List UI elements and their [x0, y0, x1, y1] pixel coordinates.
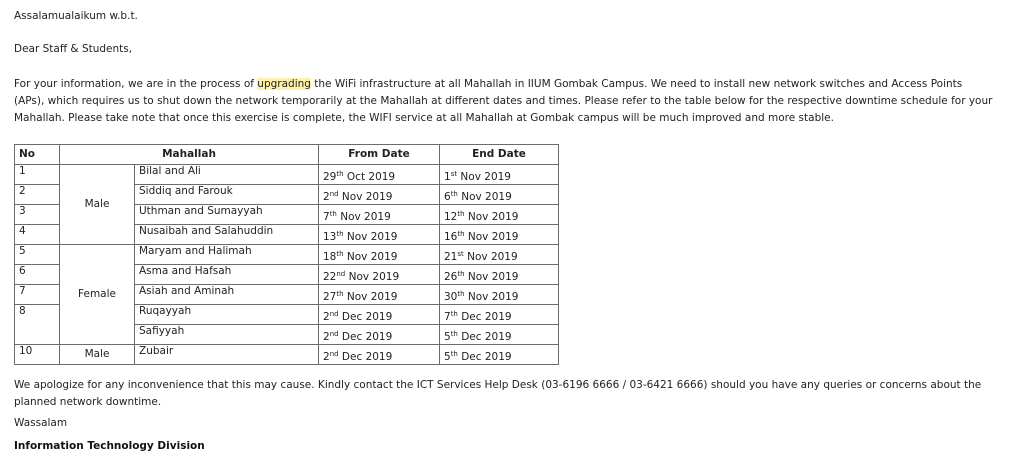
row-no: 8 — [15, 305, 60, 345]
group-male-2: Male — [60, 345, 135, 365]
row-no: 10 — [15, 345, 60, 365]
end-date: 12th Nov 2019 — [440, 205, 559, 225]
mahallah-name: Bilal and Ali — [135, 165, 319, 185]
row-no: 6 — [15, 265, 60, 285]
end-date: 5th Dec 2019 — [440, 345, 559, 365]
table-row — [15, 165, 559, 185]
row-no: 4 — [15, 225, 60, 245]
end-date: 26th Nov 2019 — [440, 265, 559, 285]
end-date: 6th Nov 2019 — [440, 185, 559, 205]
header-mahallah: Mahallah — [60, 145, 319, 165]
mahallah-name: Siddiq and Farouk — [135, 185, 319, 205]
intro-paragraph — [14, 76, 994, 127]
row-no: 7 — [15, 285, 60, 305]
end-date: 1st Nov 2019 — [440, 165, 559, 185]
intro-text-after: the WiFi infrastructure at all Mahallah in IIUM Gombak Campus. We need to install new network switches and Access Points (APs), which requires us to shut down the network temporarily at the Mahallah at different dates and times. Please refer to the table below for the respective downtime schedule for your Mahallah. Please take note that once this exercise is complete, the WIFI service at all Mahallah at Gombak campus will be much improved and more stable. — [14, 78, 993, 124]
from-date: 2nd Nov 2019 — [319, 185, 440, 205]
mahallah-name: Asiah and Aminah — [135, 285, 319, 305]
end-date: 30th Nov 2019 — [440, 285, 559, 305]
from-date: 13th Nov 2019 — [319, 225, 440, 245]
intro-text-before: For your information, we are in the process of — [14, 78, 258, 90]
signature-line: Information Technology Division — [14, 440, 205, 452]
mahallah-name: Ruqayyah — [135, 305, 319, 325]
end-date: 7th Dec 2019 — [440, 305, 559, 325]
table-header-row — [15, 145, 559, 165]
from-date: 2nd Dec 2019 — [319, 345, 440, 365]
header-from-date: From Date — [319, 145, 440, 165]
from-date: 2nd Dec 2019 — [319, 325, 440, 345]
header-no: No — [15, 145, 60, 165]
mahallah-name: Asma and Hafsah — [135, 265, 319, 285]
salutation-line: Dear Staff & Students, — [14, 43, 133, 55]
mahallah-name: Uthman and Sumayyah — [135, 205, 319, 225]
table-row — [15, 345, 559, 365]
group-male: Male — [60, 165, 135, 245]
from-date: 7th Nov 2019 — [319, 205, 440, 225]
row-no: 2 — [15, 185, 60, 205]
mahallah-name: Zubair — [135, 345, 319, 365]
end-date: 5th Dec 2019 — [440, 325, 559, 345]
row-no: 1 — [15, 165, 60, 185]
table-row — [15, 245, 559, 265]
from-date: 22nd Nov 2019 — [319, 265, 440, 285]
row-no: 5 — [15, 245, 60, 265]
from-date: 2nd Dec 2019 — [319, 305, 440, 325]
highlighted-word: upgrading — [257, 78, 311, 90]
mahallah-name: Safiyyah — [135, 325, 319, 345]
greeting-line: Assalamualaikum w.b.t. — [14, 10, 138, 22]
end-date: 21st Nov 2019 — [440, 245, 559, 265]
mahallah-name: Nusaibah and Salahuddin — [135, 225, 319, 245]
from-date: 18th Nov 2019 — [319, 245, 440, 265]
downtime-schedule-table — [14, 144, 559, 365]
group-female: Female — [60, 245, 135, 345]
header-end-date: End Date — [440, 145, 559, 165]
mahallah-name: Maryam and Halimah — [135, 245, 319, 265]
row-no: 3 — [15, 205, 60, 225]
from-date: 29th Oct 2019 — [319, 165, 440, 185]
from-date: 27th Nov 2019 — [319, 285, 440, 305]
closing-line: Wassalam — [14, 417, 68, 429]
apology-paragraph: We apologize for any inconvenience that this may cause. Kindly contact the ICT Services Help Desk (03-6196 6666 / 03-6421 6666) should you have any queries or concerns about the planned network downtime. — [14, 379, 982, 408]
end-date: 16th Nov 2019 — [440, 225, 559, 245]
